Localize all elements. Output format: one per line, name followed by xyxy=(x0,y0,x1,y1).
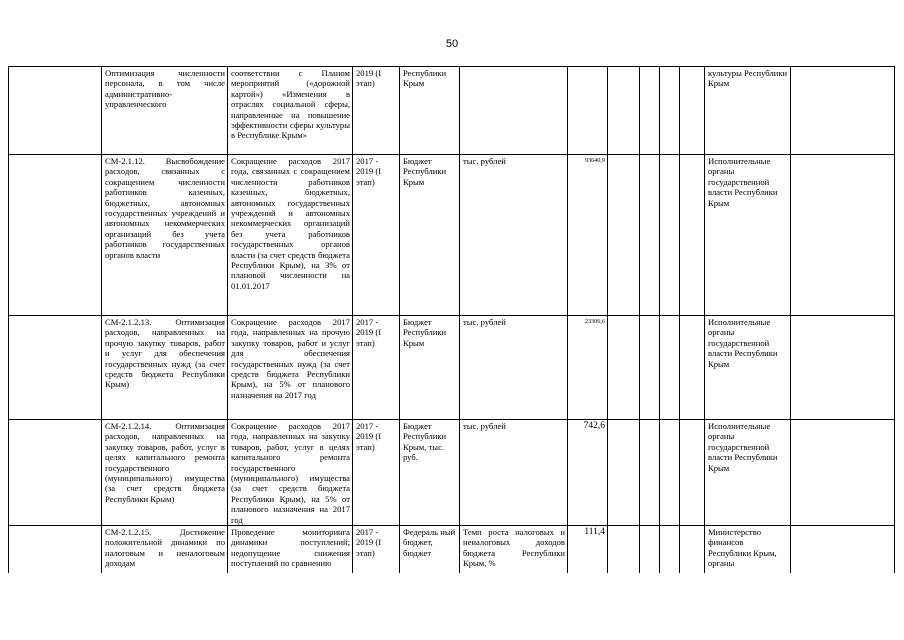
table-row xyxy=(9,420,895,526)
value-cell: 742,6 xyxy=(568,420,608,526)
empty-cell xyxy=(608,316,640,420)
indicator-cell: тыс. рублей xyxy=(460,155,568,316)
period-cell: 2017 - 2019 (I этап) xyxy=(353,420,400,526)
description-cell: Проведение мониторинга динамики поступлений; недопущение снижения поступлений по сравнению xyxy=(228,526,353,574)
page-number: 50 xyxy=(445,38,459,50)
empty-cell xyxy=(791,526,895,574)
period-cell: 2017 - 2019 (I этап) xyxy=(353,526,400,574)
measure-cell: СМ-2.1.2.13. Оптимизация расходов, направленных на прочую закупку товаров, работ и услуг для обеспечения государственных нужд (за счет средств бюджета Республики Крым) xyxy=(102,316,228,420)
description-cell: соответствии с Планом мероприятий («дорожной картой») «Изменения в отраслях социальной сферы, направленные на повышение эффективности сферы культуры в Республике Крым» xyxy=(228,67,353,155)
value-cell: 111,4 xyxy=(568,526,608,574)
value-cell: 23306,6 xyxy=(568,316,608,420)
row-gap-cell xyxy=(9,420,102,526)
indicator-cell: тыс. рублей xyxy=(460,420,568,526)
indicator-cell: Темп роста налоговых и неналоговых доходов бюджета Республики Крым, % xyxy=(460,526,568,574)
executor-cell: Министерство финансов Республики Крым, органы xyxy=(705,526,791,574)
empty-cell xyxy=(608,155,640,316)
description-cell: Сокращение расходов 2017 года, направленных на прочую закупку товаров, работ и услуг для обеспечения государственных нужд (за счет средств бюджета Республики Крым), на 5% от планового назначения на 2017 год xyxy=(228,316,353,420)
empty-cell xyxy=(791,67,895,155)
row-gap-cell xyxy=(9,67,102,155)
value-cell xyxy=(568,67,608,155)
executor-cell: культуры Республики Крым xyxy=(705,67,791,155)
period-cell: 2019 (I этап) xyxy=(353,67,400,155)
empty-cell xyxy=(608,526,640,574)
period-cell: 2017 - 2019 (I этап) xyxy=(353,316,400,420)
empty-cell xyxy=(608,67,640,155)
table-row xyxy=(9,67,895,155)
measure-cell: СМ-2.1.12. Высвобождение расходов, связанных с сокращением численности работников казенных, бюджетных, автономных государственных учреждений и автономных некоммерческих организаций без учета работников государственных органов власти xyxy=(102,155,228,316)
empty-cell xyxy=(640,67,660,155)
empty-cell xyxy=(660,526,680,574)
empty-cell xyxy=(680,67,705,155)
row-gap-cell xyxy=(9,155,102,316)
value-cell: 93640,9 xyxy=(568,155,608,316)
measures-table xyxy=(8,66,895,573)
empty-cell xyxy=(680,420,705,526)
source-cell: Бюджет Республики Крым, тыс. руб. xyxy=(400,420,460,526)
description-cell: Сокращение расходов 2017 года, связанных с сокращением численности работников казенных, бюджетных, автономных государственных учреждений и автономных некоммерческих организаций без учета работников государственных органов власти (за счет средств бюджета Республики Крым), на 3% от плановой численности на 01.01.2017 xyxy=(228,155,353,316)
table-row xyxy=(9,316,895,420)
empty-cell xyxy=(680,155,705,316)
row-gap-cell xyxy=(9,526,102,574)
row-gap-cell xyxy=(9,316,102,420)
executor-cell: Исполнительные органы государственной власти Республики Крым xyxy=(705,420,791,526)
executor-cell: Исполнительные органы государственной власти Республики Крым xyxy=(705,155,791,316)
indicator-cell: тыс. рублей xyxy=(460,316,568,420)
description-cell: Сокращение расходов 2017 года, направленных на закупку товаров, работ, услуг в целях капитального ремонта государственного (муниципального) имущества (за счет средств бюджета Республики Крым), на 5% от планового назначения на 2017 год xyxy=(228,420,353,526)
empty-cell xyxy=(660,155,680,316)
empty-cell xyxy=(640,526,660,574)
empty-cell xyxy=(608,420,640,526)
source-cell: Республики Крым xyxy=(400,67,460,155)
measure-cell: СМ-2.1.2.15. Достижение положительной динамики по налоговым и неналоговым доходам xyxy=(102,526,228,574)
measure-cell: СМ-2.1.2.14. Оптимизация расходов, направленных на закупку товаров, работ, услуг в целях капитального ремонта государственного (муниципального) имущества (за счет средств бюджета Республики Крым) xyxy=(102,420,228,526)
executor-cell: Исполнительные органы государственной власти Республики Крым xyxy=(705,316,791,420)
period-cell: 2017 - 2019 (I этап) xyxy=(353,155,400,316)
empty-cell xyxy=(680,526,705,574)
measure-cell: Оптимизация численности персонала, в том числе административно-управленческого xyxy=(102,67,228,155)
indicator-cell xyxy=(460,67,568,155)
table-row xyxy=(9,526,895,574)
empty-cell xyxy=(660,67,680,155)
source-cell: Федераль ный бюджет, бюджет xyxy=(400,526,460,574)
table-row xyxy=(9,155,895,316)
empty-cell xyxy=(791,155,895,316)
empty-cell xyxy=(791,316,895,420)
empty-cell xyxy=(680,316,705,420)
empty-cell xyxy=(660,316,680,420)
empty-cell xyxy=(640,420,660,526)
empty-cell xyxy=(791,420,895,526)
empty-cell xyxy=(640,155,660,316)
empty-cell xyxy=(640,316,660,420)
source-cell: Бюджет Республики Крым xyxy=(400,155,460,316)
empty-cell xyxy=(660,420,680,526)
source-cell: Бюджет Республики Крым xyxy=(400,316,460,420)
